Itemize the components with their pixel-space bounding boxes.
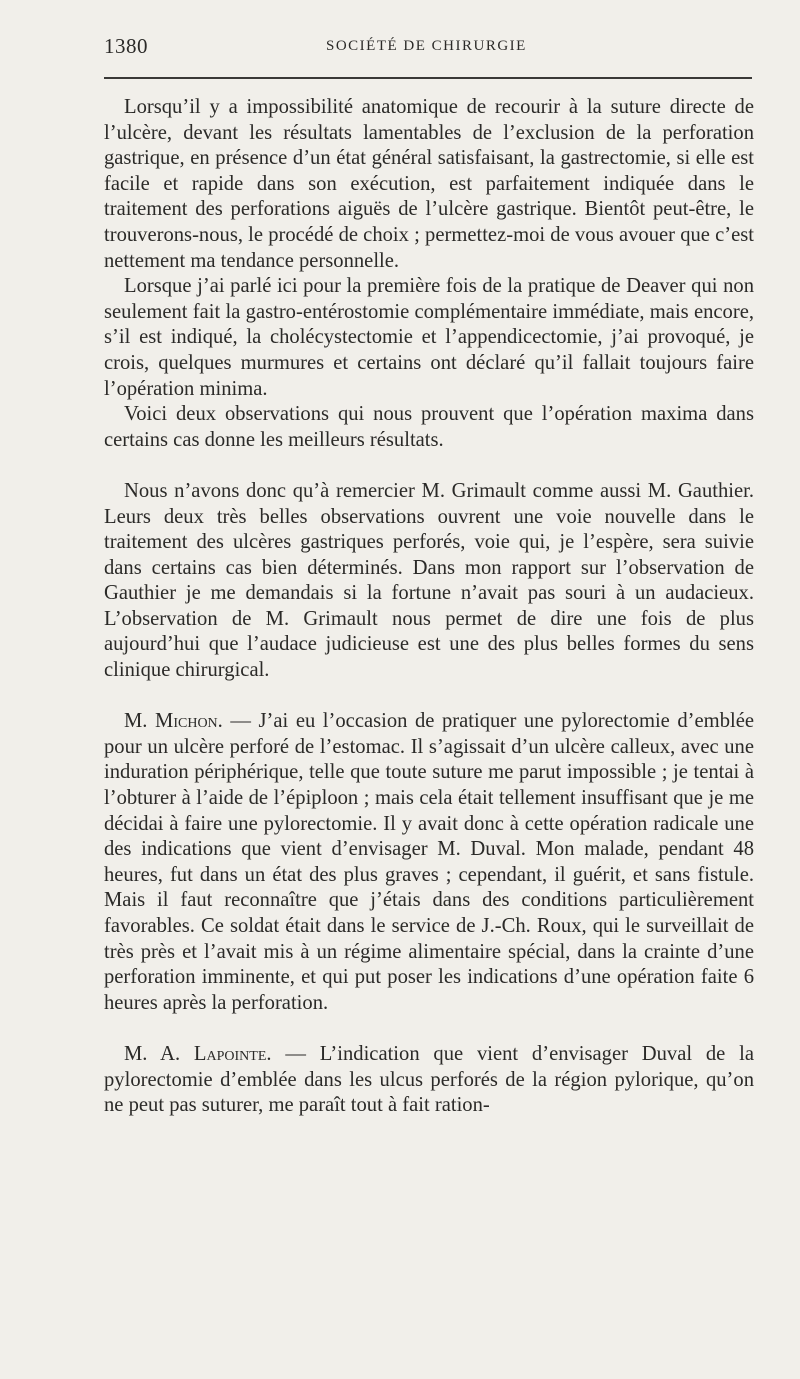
running-head bbox=[104, 34, 752, 64]
paragraph-text: — L’indication que vient d’envisager Duval de la pylorectomie d’emblée dans les ulcus perforés de la région pylorique, qu’on ne peut pas suturer, me paraît tout à fait ration- bbox=[104, 1042, 754, 1117]
header-rule bbox=[104, 77, 752, 79]
page-number: 1380 bbox=[104, 34, 148, 58]
paragraph: Voici deux observations qui nous prouvent que l’opération maxima dans certains cas donne les meilleurs résultats. bbox=[104, 403, 754, 451]
speaker-name: M. A. Lapointe. bbox=[124, 1042, 272, 1065]
paragraph: Lorsqu’il y a impossibilité anatomique de recourir à la suture directe de l’ulcère, devant les résultats lamentables de l’exclusion de la perforation gastrique, en présence d’un état général satisfaisant, la gastrectomie, si elle est facile et rapide dans son exécution, est parfaitement indiquée dans le traitement des perforations aiguës de l’ulcère gastrique. Bientôt peut-être, le trouverons-nous, le procédé de choix ; permettez-moi de vous avouer que c’est nettement ma tendance personnelle. bbox=[104, 96, 754, 272]
body-text bbox=[104, 95, 754, 1119]
paragraph: Lorsque j’ai parlé ici pour la première fois de la pratique de Deaver qui non seulement fait la gastro-entérostomie complémentaire immédiate, mais encore, s’il est indiqué, la cholécystectomie et l’appendicectomie, j’ai provoqué, je crois, quelques murmures et certains ont déclaré qu’il fallait toujours faire l’opération minima. bbox=[104, 275, 754, 400]
paragraph: Nous n’avons donc qu’à remercier M. Grimault comme aussi M. Gauthier. Leurs deux très belles observations ouvrent une voie nouvelle dans le traitement des ulcères gastriques perforés, voie qui, je l’espère, sera suivie dans certains cas bien déterminés. Dans mon rapport sur l’observation de Gauthier je me demandais si la fortune n’avait pas souri à un audacieux. L’observation de M. Grimault nous permet de dire une fois de plus aujourd’hui que l’audace judicieuse est une des plus belles formes du sens clinique chirurgical. bbox=[104, 479, 754, 682]
paragraph-text: — J’ai eu l’occasion de pratiquer une pylorectomie d’emblée pour un ulcère perforé de l’estomac. Il s’agissait d’un ulcère calleux, avec une induration périphérique, telle que toute suture me parut impossible ; je tentai à l’obturer à l’aide de l’épiploon ; mais cela était tellement insuffisant que je me décidai à faire une pylorectomie. Il y avait donc à cette opération radicale une des indications que vient d’envisager M. Duval. Mon malade, pendant 48 heures, fut dans un état des plus graves ; cependant, il guérit, et sans fistule. Mais il faut reconnaître que j’étais dans des conditions particulièrement favorables. Ce soldat était dans le service de J.-Ch. Roux, qui le surveillait de très près et l’avait mis à un régime alimentaire spécial, dans la crainte d’une perforation imminente, et qui put poser les indications d’une opération faite 6 heures après la perforation. bbox=[104, 710, 754, 1014]
paragraph bbox=[104, 709, 754, 1016]
running-title: SOCIÉTÉ DE CHIRURGIE bbox=[326, 38, 527, 54]
speaker-name: M. Michon. bbox=[124, 710, 223, 733]
paragraph bbox=[104, 1042, 754, 1119]
